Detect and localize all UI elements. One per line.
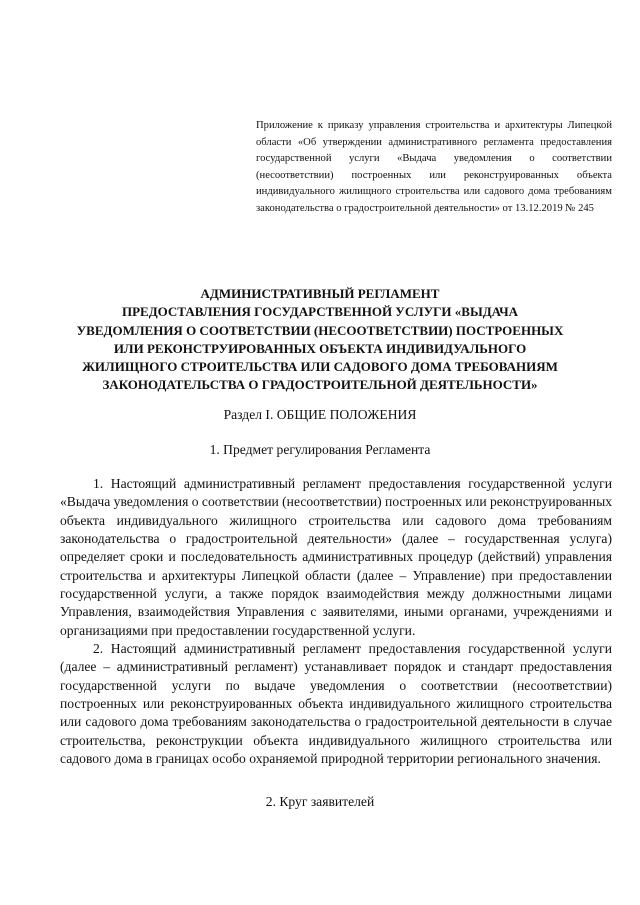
title-line: АДМИНИСТРАТИВНЫЙ РЕГЛАМЕНТ [200,286,440,301]
section-heading: Раздел I. ОБЩИЕ ПОЛОЖЕНИЯ [223,407,417,422]
subsection-heading: 1. Предмет регулирования Регламента [209,442,431,457]
subsection-heading: 2. Круг заявителей [265,794,375,809]
paragraph: 2. Настоящий административный регламент предоставления государственной услуги (далее – административный регламент) устанавливает порядок и стандарт предоставления государственной услуги по выдаче уведомления о соответствии (несоответствии) построенных или реконструированных объекта индивидуального жилищного строительства или садового дома требованиям законодательства о градостроительной деятельности в случае строительства, реконструкции объекта индивидуального жилищного строительства или садового дома в границах особо охраняемой природной территории регионального значения. [60,641,612,767]
appendix-note: Приложение к приказу управления строительства и архитектуры Липецкой области «Об утверждении административного регламента предоставления государственной услуги «Выдача уведомления о соответствии (несоответствии) построенных или реконструированных объекта индивидуального жилищного строительства или садового дома требованиям законодательства о градостроительной деятельности» от 13.12.2019 № 245 [256,120,612,214]
title-line: ПРЕДОСТАВЛЕНИЯ ГОСУДАРСТВЕННОЙ УСЛУГИ «ВЫДАЧА [121,304,518,320]
paragraph: 1. Настоящий административный регламент предоставления государственной услуги «Выдача уведомления о соответствии (несоответствии) построенных или реконструированных объекта индивидуального жилищного строительства или садового дома требованиям законодательства о градостроительной деятельности» (далее – государственная услуга) определяет сроки и последовательность административных процедур (действий) управления строительства и архитектуры Липецкой области (далее – Управление) при предоставлении государственной услуги, а также порядок взаимодействия между должностными лицами Управления, взаимодействия Управления с заявителями, иными органами, учреждениями и организациями при предоставлении государственной услуги. [60,476,612,638]
title-line: ЖИЛИЩНОГО СТРОИТЕЛЬСТВА ИЛИ САДОВОГО ДОМА ТРЕБОВАНИЯМ [82,359,558,375]
title-line: ЗАКОНОДАТЕЛЬСТВА О ГРАДОСТРОИТЕЛЬНОЙ ДЕЯТЕЛЬНОСТИ» [102,377,538,393]
title-line: ИЛИ РЕКОНСТРУИРОВАННЫХ ОБЪЕКТА ИНДИВИДУАЛЬНОГО [113,340,527,356]
title-line: УВЕДОМЛЕНИЯ О СООТВЕТСТВИИ (НЕСООТВЕТСТВИИ) ПОСТРОЕННЫХ [76,322,564,338]
document-title [40,285,600,395]
body-text [60,475,612,769]
